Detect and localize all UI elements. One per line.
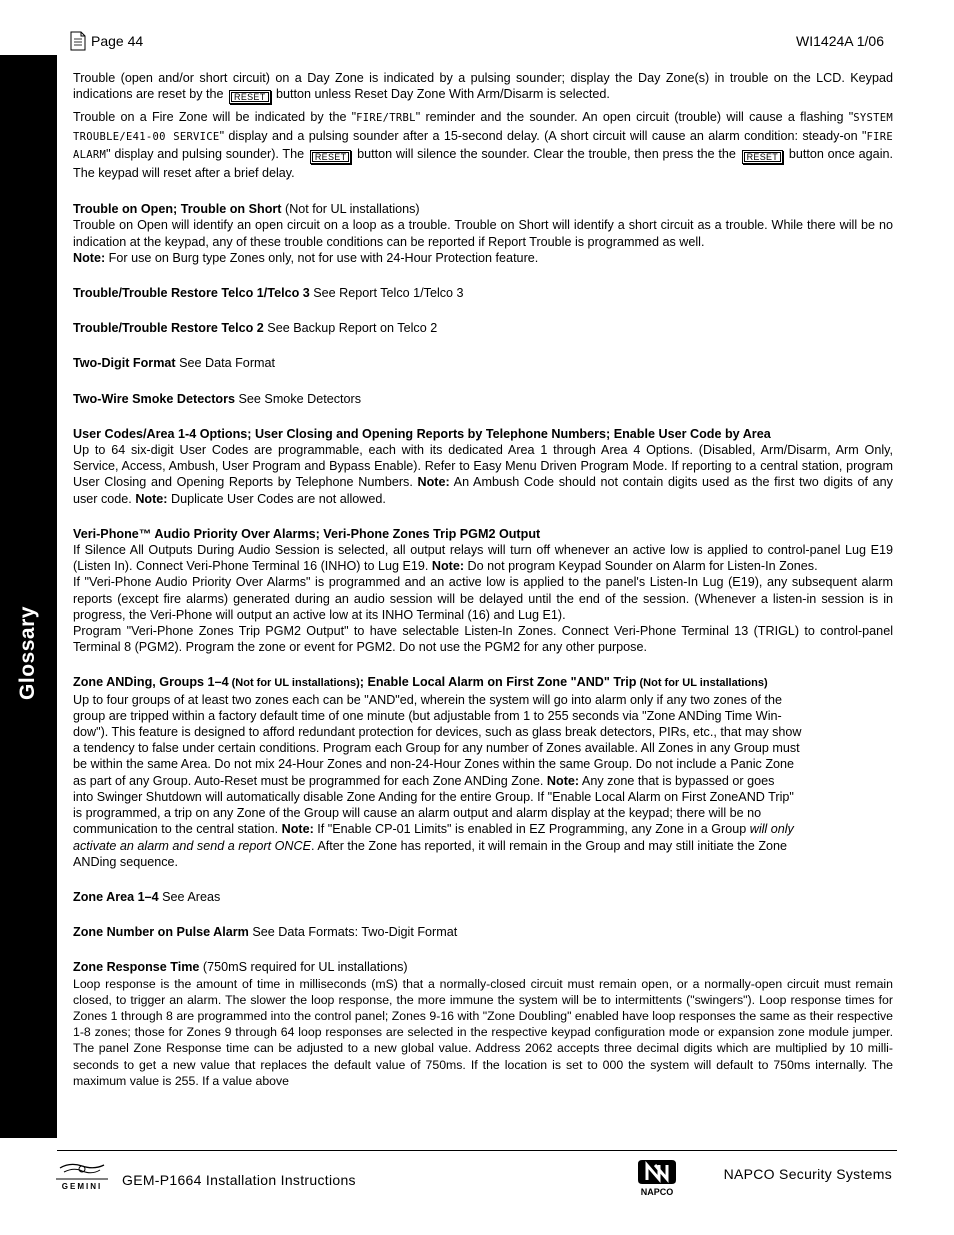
text-run: Up to 64 six-digit User Codes are programmable, each with its dedicated Area 1 through Area 4 Options. (Disabled, Arm/Disarm, Arm Only, Service, Access, Ambush, User Program and Bypass Enable). Refer to Easy Menu Driven Program Mode. If reporting to a central station, program User Closing and Opening Reports by Telephone Numbers. <box>73 443 893 490</box>
text-line: a tendency to false under certain conditions. Program each Group for any number of Zones available. All Zones in any Group must <box>73 741 800 756</box>
text-run: Trouble (open and/or short circuit) on a Day Zone is indicated by a pulsing sounder; display the Day Zone(s) in trouble on the LCD. Keypad indications are reset by the <box>73 71 893 102</box>
entry-title: Veri-Phone™ Audio Priority Over Alarms; Veri-Phone Zones Trip PGM2 Output <box>73 526 541 541</box>
sidebar-section-label: Glossary <box>16 606 39 700</box>
glossary-entry-zone-number-pulse <box>73 924 893 940</box>
entry-title: ; Enable Local Alarm on First Zone "AND" Trip <box>359 675 637 690</box>
page-number: Page 44 <box>91 33 144 49</box>
text-run: " reminder and the sounder. An open circuit (trouble) will cause a flashing " <box>415 110 854 125</box>
glossary-entry-trouble-open-short <box>73 201 893 217</box>
note-label: Note: <box>546 773 580 788</box>
entry-title: Trouble/Trouble Restore Telco 2 <box>73 321 264 336</box>
entry-reference: See Areas <box>158 889 221 904</box>
text-run: Trouble on a Fire Zone will be indicated by the " <box>73 110 357 125</box>
text-run: If "Enable CP-01 Limits" is enabled in EZ Programming, any Zone in a Group <box>313 822 750 837</box>
text-line: be within the same Area. Do not mix 24-Hour Zones and non-24-Hour Zones within the same Group. Do not include a Panic Zone <box>73 757 795 772</box>
entry-title: Two-Digit Format <box>73 356 176 371</box>
entry-body <box>73 692 893 870</box>
text-run: If Silence All Outputs During Audio Session is selected, all output relays will turn off whenever an active low is applied to control-panel Lug E19 (Listen In). Connect Veri-Phone Terminal 16 (INHO) to Lug E19. <box>73 543 893 574</box>
entry-body: Program "Veri-Phone Zones Trip PGM2 Output" to have selectable Listen-In Zones. Connect Veri-Phone Terminal 13 (TRIGL) to control-panel Terminal 8 (PGM2). Program the zone or event for PGM2. Do not use the PGM2 for any other purpose. <box>73 624 893 655</box>
entry-reference: See Smoke Detectors <box>235 391 362 406</box>
text-run-italic: will only <box>749 822 794 837</box>
glossary-entry-zone-response-time <box>73 959 893 975</box>
fire-zone-trouble-paragraph <box>73 109 893 182</box>
glossary-entry-telco1-telco3 <box>73 285 893 301</box>
entry-body <box>73 217 893 249</box>
footer-company: NAPCO Security Systems <box>723 1166 892 1182</box>
lcd-display-text: FIRE/TRBL <box>356 112 416 125</box>
svg-text:GEMINI: GEMINI <box>61 1182 103 1191</box>
document-page-icon <box>70 31 86 51</box>
entry-reference: See Data Formats: Two-Digit Format <box>248 925 458 940</box>
entry-reference: See Report Telco 1/Telco 3 <box>309 286 464 301</box>
text-line: Up to four groups of at least two zones each can be "AND"ed, wherein the system will go into alarm only if any two zones of the <box>73 692 782 707</box>
day-zone-trouble-paragraph <box>73 70 893 104</box>
glossary-content <box>73 70 893 1089</box>
entry-title: Zone ANDing, Groups 1–4 <box>73 675 229 690</box>
glossary-entry-zone-area <box>73 889 893 905</box>
text-run: Do not program Keypad Sounder on Alarm for Listen-In Zones. <box>464 559 818 574</box>
entry-title: Zone Response Time <box>73 960 200 975</box>
svg-text:NAPCO: NAPCO <box>640 1187 674 1197</box>
glossary-entry-two-digit-format <box>73 355 893 371</box>
glossary-entry-telco2 <box>73 320 893 336</box>
entry-title: Zone Number on Pulse Alarm <box>73 925 249 940</box>
text-run: button will silence the sounder. Clear the trouble, then press the the <box>353 147 740 162</box>
lcd-display-text: FIRE ALARM <box>73 130 893 162</box>
text-run: " display and a pulsing sounder after a 15-second delay. (A short circuit will cause an alarm condition: steady-on " <box>219 128 867 143</box>
document-id: WI1424A 1/06 <box>796 33 884 49</box>
text-run: Duplicate User Codes are not allowed. <box>167 491 386 506</box>
entry-qualifier: (Not for UL installations) <box>636 677 768 690</box>
text-run: " display and pulsing sounder). The <box>106 147 308 162</box>
text-line: dow"). This feature is designed to afford redundant protection for devices, such as glass break detectors, PIRs, etc., that may show <box>73 725 802 740</box>
entry-title: Two-Wire Smoke Detectors <box>73 391 236 406</box>
entry-title: Zone Area 1–4 <box>73 889 159 904</box>
entry-reference: See Backup Report on Telco 2 <box>263 321 438 336</box>
note-label: Note: <box>281 822 314 837</box>
text-line: ANDing sequence. <box>73 854 179 869</box>
section-sidebar-tab <box>0 55 57 1138</box>
text-line <box>73 821 893 837</box>
entry-reference: See Data Format <box>175 356 276 371</box>
entry-title: Trouble on Open; Trouble on Short <box>73 202 282 217</box>
text-run: button unless Reset Day Zone With Arm/Disarm is selected. <box>272 87 610 102</box>
glossary-entry-veri-phone <box>73 526 893 542</box>
glossary-entry-user-codes <box>73 426 893 442</box>
text-line: is programmed, a trip on any Zone of the Group will cause an alarm output and alarm display at the keypad; there will be no <box>73 806 762 821</box>
reset-key-icon: RESET <box>229 90 271 104</box>
text-run: Any zone that is bypassed or goes <box>579 773 775 788</box>
page-header <box>70 32 884 52</box>
entry-body: If "Veri-Phone Audio Priority Over Alarms" is programmed and an active low is applied to the panel's Listen-In Lug (E19), any subsequent alarm reports (except fire alarms) generated during an audio session will be delayed until the end of the session. (Whenever a listen-in session is in progress, the Veri-Phone will output an active low at its INHO Terminal (16) and Lug E1). <box>73 575 893 622</box>
note-label: Note: <box>417 475 450 490</box>
entry-qualifier: (Not for UL installations) <box>228 677 360 690</box>
note-label: Note: <box>135 491 168 506</box>
entry-body: Loop response is the amount of time in milliseconds (mS) that a normally-closed circuit must remain open, or a normally-open circuit must remain closed, to trigger an alarm. The slower the loop response, the more immune the system will be to intermittents ("swingers"). Loop response times for Zones 1 through 8 are programmed into the control panel; Zones 9-16 with "Zone Doubling" enabled have loop responses the same as their respective 1-8 zones; those for Zones 9 through 64 loop responses are selected in the respective keypad configuration mode or expansion zone module jumper. The panel Zone Response time can be adjusted to a new global value. Address 2062 accepts three decimal digits which are multiplied by 10 milli-seconds to get a new value that replaces the default value of 750ms. If the location is set to 000 the system will default to 750ms internally. The maximum value is 255. If a value above <box>73 976 893 1088</box>
gemini-logo-icon <box>54 1160 110 1192</box>
glossary-entry-zone-anding <box>73 674 893 691</box>
text-run: as part of any Group. Auto-Reset must be programmed for each Zone ANDing Zone. <box>73 773 547 788</box>
napco-logo-icon <box>634 1158 680 1198</box>
text-run: . After the Zone has reported, it will remain in the Group and may still initiate the Zone <box>311 838 788 853</box>
entry-title: User Codes/Area 1-4 Options; User Closing and Opening Reports by Telephone Numbers; Enable User Code by Area <box>73 426 771 441</box>
entry-note <box>73 250 893 266</box>
lcd-display-text: SYSTEM TROUBLE/E41-00 SERVICE <box>73 112 893 143</box>
text-line <box>73 773 893 789</box>
note-label: Note: <box>431 559 465 574</box>
footer-divider <box>57 1150 897 1151</box>
note-label: Note: <box>73 250 106 265</box>
entry-body <box>73 542 893 574</box>
text-run: For use on Burg type Zones only, not for use with 24-Hour Protection feature. <box>105 250 539 265</box>
entry-qualifier: (750mS required for UL installations) <box>199 960 408 975</box>
text-line: into Swinger Shutdown will automatically disable Zone Anding for the entire Group. If "Enable Local Alarm on First ZoneAND Trip" <box>73 789 794 804</box>
text-run: button once again. The keypad will reset after a brief delay. <box>73 147 893 180</box>
text-run: communication to the central station. <box>73 822 282 837</box>
text-line <box>73 838 893 854</box>
entry-qualifier: (Not for UL installations) <box>281 202 420 217</box>
text-run: An Ambush Code should not contain digits used as the first two digits of any user code. <box>73 475 893 506</box>
reset-key-icon: RESET <box>742 150 784 164</box>
text-line: group are tripped within a factory default time of one minute (but adjustable from 1 to 255 seconds via "Zone ANDing Time Win- <box>73 708 782 723</box>
footer-document-title: GEM-P1664 Installation Instructions <box>122 1172 356 1188</box>
reset-key-icon: RESET <box>310 150 352 164</box>
text-run-italic: activate an alarm and send a report ONCE <box>73 838 312 853</box>
entry-body <box>73 442 893 507</box>
entry-title: Trouble/Trouble Restore Telco 1/Telco 3 <box>73 286 310 301</box>
text-run: Trouble on Open will identify an open circuit on a loop as a trouble. Trouble on Short will identify a short circuit as a trouble. While there will be no indication at the keypad, any of these trouble conditions can be reported if Report Trouble is programmed as well. <box>73 218 893 249</box>
glossary-entry-two-wire-smoke <box>73 391 893 407</box>
